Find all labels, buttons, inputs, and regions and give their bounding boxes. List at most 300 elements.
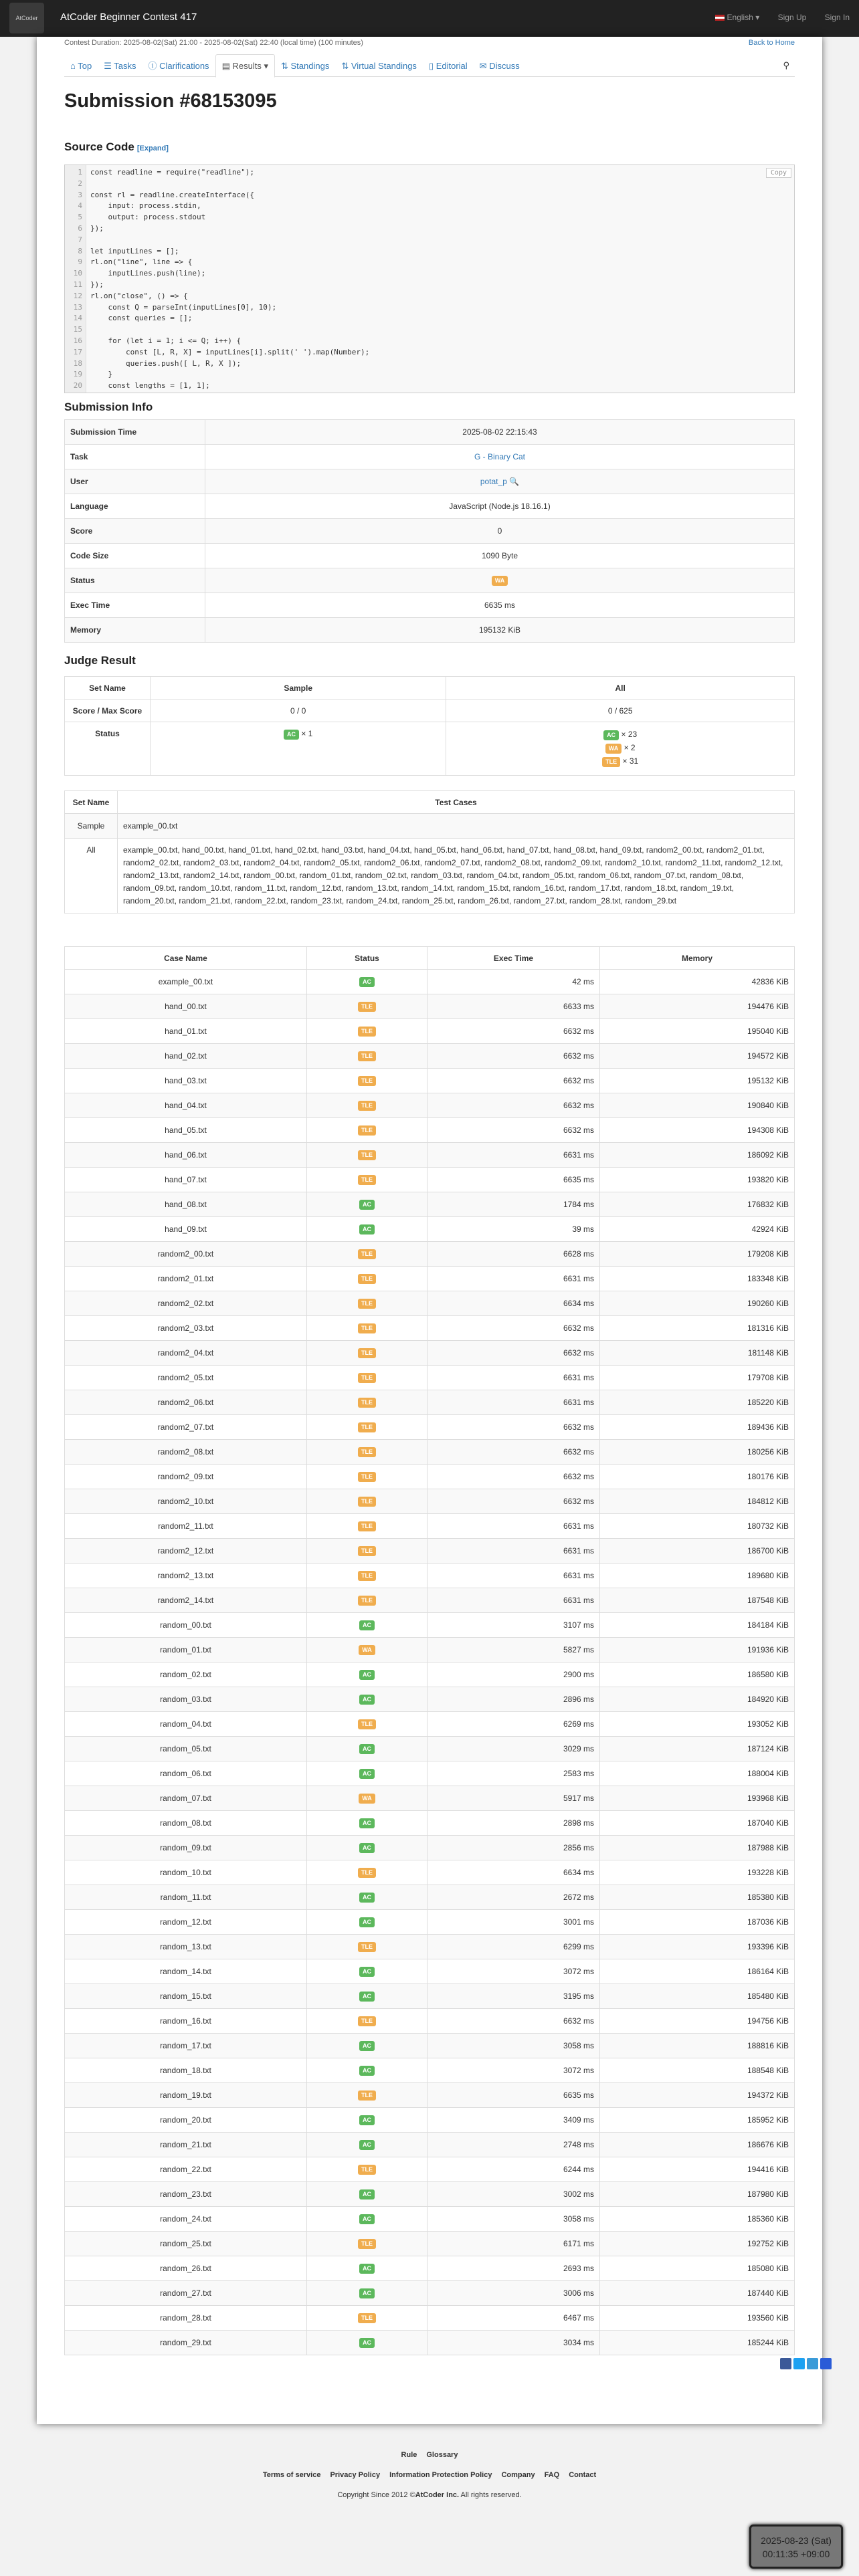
back-to-home-link[interactable]: Back to Home	[748, 39, 795, 47]
exec-time: 6632 ms	[427, 1069, 600, 1093]
info-key: Memory	[65, 618, 205, 643]
exec-time: 6632 ms	[427, 2009, 600, 2034]
case-name: random_10.txt	[65, 1860, 307, 1885]
tab-clarifications[interactable]: ⓘ Clarifications	[148, 61, 209, 71]
copy-button[interactable]: Copy	[766, 168, 791, 178]
code-line: 20 const lengths = [1, 1];	[73, 381, 210, 391]
tab-tasks[interactable]: ☰ Tasks	[104, 61, 136, 71]
status-badge: TLE	[358, 2090, 376, 2101]
case-name: hand_07.txt	[65, 1168, 307, 1192]
judge-summary-table	[64, 676, 795, 776]
info-key: Score	[65, 519, 205, 544]
exec-time: 6631 ms	[427, 1267, 600, 1291]
table-row	[65, 1959, 795, 1984]
case-name: random2_05.txt	[65, 1366, 307, 1390]
set-name-sample: Sample	[65, 814, 118, 839]
memory: 194572 KiB	[600, 1044, 795, 1069]
memory: 187988 KiB	[600, 1836, 795, 1860]
case-name: hand_04.txt	[65, 1093, 307, 1118]
memory: 186700 KiB	[600, 1539, 795, 1564]
status-badge: WA	[605, 744, 622, 754]
memory: 187548 KiB	[600, 1588, 795, 1613]
table-row	[65, 2034, 795, 2058]
memory: 193052 KiB	[600, 1712, 795, 1737]
case-name: hand_01.txt	[65, 1019, 307, 1044]
status-badge: AC	[359, 2115, 375, 2125]
status-badge: TLE	[358, 1398, 376, 1408]
exec-time: 3195 ms	[427, 1984, 600, 2009]
exec-time: 3002 ms	[427, 2182, 600, 2207]
code-line: 12 rl.on("close", () => {	[73, 291, 188, 300]
info-row	[65, 420, 795, 445]
case-name: random_02.txt	[65, 1662, 307, 1687]
table-row	[65, 1539, 795, 1564]
info-key: Status	[65, 568, 205, 593]
table-row	[65, 2232, 795, 2256]
status-badge: AC	[359, 1967, 375, 1977]
status-badge: TLE	[358, 2016, 376, 2026]
tab-discuss[interactable]: ✉ Discuss	[479, 61, 520, 71]
footer-terms-link[interactable]: Terms of service	[262, 2471, 321, 2479]
exec-time: 6467 ms	[427, 2306, 600, 2331]
status-badge: AC	[359, 1200, 375, 1210]
score-label: Score / Max Score	[65, 700, 151, 722]
tab-virtual-standings[interactable]: ⇅ Virtual Standings	[341, 61, 417, 71]
status-badge: AC	[603, 730, 619, 740]
table-row	[65, 1687, 795, 1712]
info-row	[65, 618, 795, 643]
exec-time: 3072 ms	[427, 1959, 600, 1984]
code-line: 5 output: process.stdout	[78, 213, 206, 222]
exec-time: 6632 ms	[427, 1440, 600, 1465]
list-icon: ☰	[104, 61, 112, 71]
sign-in-link[interactable]: Sign In	[824, 13, 850, 22]
tab-editorial[interactable]: ▯ Editorial	[428, 61, 468, 71]
code-line: 7	[78, 235, 82, 244]
table-row	[65, 1588, 795, 1613]
exec-time: 3001 ms	[427, 1910, 600, 1935]
case-name: random_04.txt	[65, 1712, 307, 1737]
memory: 184184 KiB	[600, 1613, 795, 1638]
memory: 189680 KiB	[600, 1564, 795, 1588]
info-value: 2025-08-02 22:15:43	[462, 427, 537, 437]
memory: 179208 KiB	[600, 1242, 795, 1267]
exec-time: 6632 ms	[427, 1465, 600, 1489]
exec-time: 3034 ms	[427, 2331, 600, 2355]
status-count: × 2	[624, 743, 636, 752]
status-badge: WA	[359, 1645, 375, 1655]
case-name: random_21.txt	[65, 2133, 307, 2157]
info-row	[65, 494, 795, 519]
footer-privacy-link[interactable]: Privacy Policy	[330, 2471, 381, 2479]
judge-result-heading: Judge Result	[64, 654, 136, 667]
info-key: Submission Time	[65, 420, 205, 445]
exec-time: 6631 ms	[427, 1539, 600, 1564]
case-name: random_16.txt	[65, 2009, 307, 2034]
case-name: random2_13.txt	[65, 1564, 307, 1588]
exec-time: 2896 ms	[427, 1687, 600, 1712]
exec-time: 3006 ms	[427, 2281, 600, 2306]
info-value: 0	[497, 526, 502, 536]
tab-standings[interactable]: ⇅ Standings	[280, 61, 330, 71]
memory: 193560 KiB	[600, 2306, 795, 2331]
footer-glossary-link[interactable]: Glossary	[426, 2451, 458, 2459]
memory: 188816 KiB	[600, 2034, 795, 2058]
exec-time: 6632 ms	[427, 1118, 600, 1143]
status-badge: TLE	[358, 1472, 376, 1482]
info-row	[65, 519, 795, 544]
case-header: Exec Time	[427, 947, 600, 970]
memory: 190260 KiB	[600, 1291, 795, 1316]
status-badge: TLE	[358, 1101, 376, 1111]
status-count: × 31	[622, 756, 639, 766]
case-name: random2_02.txt	[65, 1291, 307, 1316]
sample-header: Sample	[151, 677, 446, 700]
submission-info-heading: Submission Info	[64, 401, 153, 413]
table-row	[65, 2182, 795, 2207]
code-line: 17 const [L, R, X] = inputLines[i].split(' ').map(Number);	[73, 347, 370, 356]
case-name: random_13.txt	[65, 1935, 307, 1959]
table-row	[65, 1440, 795, 1465]
exec-time: 2672 ms	[427, 1885, 600, 1910]
code-line: 11 });	[73, 280, 104, 289]
set-name-header: Set Name	[65, 791, 118, 814]
status-badge: TLE	[358, 1323, 376, 1333]
status-badge: AC	[359, 2214, 375, 2224]
memory: 190840 KiB	[600, 1093, 795, 1118]
memory: 193228 KiB	[600, 1860, 795, 1885]
exec-time: 6634 ms	[427, 1291, 600, 1316]
table-row	[65, 1984, 795, 2009]
memory: 187440 KiB	[600, 2281, 795, 2306]
test-cases-header: Test Cases	[118, 791, 795, 814]
info-row	[65, 469, 795, 494]
table-row	[65, 2058, 795, 2083]
table-row	[65, 1514, 795, 1539]
status-badge: TLE	[358, 2313, 376, 2323]
tab-top[interactable]: ⌂ Top	[70, 61, 92, 71]
top-navbar	[0, 0, 859, 37]
table-row	[65, 1415, 795, 1440]
case-name: random2_12.txt	[65, 1539, 307, 1564]
status-badge: AC	[359, 2288, 375, 2298]
exec-time: 2856 ms	[427, 1836, 600, 1860]
memory: 184920 KiB	[600, 1687, 795, 1712]
table-row	[65, 1910, 795, 1935]
case-name: random2_06.txt	[65, 1390, 307, 1415]
question-icon: ⓘ	[148, 61, 157, 71]
exec-time: 1784 ms	[427, 1192, 600, 1217]
status-badge: WA	[359, 1794, 375, 1804]
case-header: Status	[307, 947, 427, 970]
all-cases: example_00.txt, hand_00.txt, hand_01.txt, hand_02.txt, hand_03.txt, hand_04.txt, hand_05.txt, hand_06.txt, hand_07.txt, hand_08.txt, hand_09.txt, random2_00.txt, random2_01.txt, random2_02.txt, random2_03.txt, random2_04.txt, random2_05.txt, random2_06.txt, random2_07.txt, random2_08.txt, random2_09.txt, random2_10.txt, random2_11.txt, random2_12.txt, random2_13.txt, random2_14.txt, random_00.txt, random_01.txt, random_02.txt, random_03.txt, random_04.txt, random_05.txt, random_06.txt, random_07.txt, random_08.txt, random_09.txt, random_10.txt, random_11.txt, random_12.txt, random_13.txt, random_14.txt, random_15.txt, random_16.txt, random_17.txt, random_18.txt, random_19.txt, random_20.txt, random_21.txt, random_22.txt, random_23.txt, random_24.txt, random_25.txt, random_26.txt, random_27.txt, random_28.txt, random_29.txt	[118, 839, 795, 914]
memory: 194372 KiB	[600, 2083, 795, 2108]
case-name: random_08.txt	[65, 1811, 307, 1836]
table-row	[65, 1291, 795, 1316]
table-row	[65, 1168, 795, 1192]
footer-faq-link[interactable]: FAQ	[544, 2471, 560, 2479]
table-row	[65, 2256, 795, 2281]
memory: 180256 KiB	[600, 1440, 795, 1465]
sample-status: AC × 1	[151, 722, 446, 776]
source-code-block[interactable]	[64, 165, 795, 393]
exec-time: 6632 ms	[427, 1019, 600, 1044]
table-row	[65, 2207, 795, 2232]
exec-time: 6299 ms	[427, 1935, 600, 1959]
code-line: 1 const readline = require("readline");	[78, 168, 255, 177]
all-score: 0 / 625	[446, 700, 795, 722]
status-badge: TLE	[602, 757, 620, 767]
table-row	[65, 2157, 795, 2182]
case-name: random2_11.txt	[65, 1514, 307, 1539]
book-icon: ▯	[428, 61, 434, 71]
table-row	[65, 1662, 795, 1687]
memory: 192752 KiB	[600, 2232, 795, 2256]
status-badge: AC	[359, 1620, 375, 1630]
memory: 193968 KiB	[600, 1786, 795, 1811]
exec-time: 6269 ms	[427, 1712, 600, 1737]
status-count: × 23	[621, 730, 638, 739]
status-badge: AC	[359, 977, 375, 987]
status-badge: TLE	[358, 1447, 376, 1457]
case-name: hand_02.txt	[65, 1044, 307, 1069]
table-row	[65, 1316, 795, 1341]
exec-time: 6632 ms	[427, 1415, 600, 1440]
exec-time: 2898 ms	[427, 1811, 600, 1836]
table-row	[65, 1093, 795, 1118]
table-row	[65, 1390, 795, 1415]
status-badge: AC	[359, 1917, 375, 1927]
atcoder-logo[interactable]: AtCoder	[9, 3, 44, 33]
status-badge: AC	[359, 1224, 375, 1235]
memory: 186676 KiB	[600, 2133, 795, 2157]
exec-time: 5827 ms	[427, 1638, 600, 1662]
table-row	[65, 1044, 795, 1069]
comment-icon: ✉	[479, 61, 487, 71]
exec-time: 6633 ms	[427, 994, 600, 1019]
status-badge: TLE	[358, 2165, 376, 2175]
memory: 193820 KiB	[600, 1168, 795, 1192]
status-badge: TLE	[358, 1076, 376, 1086]
status-badge: AC	[359, 1744, 375, 1754]
case-name: random2_03.txt	[65, 1316, 307, 1341]
table-row	[65, 1069, 795, 1093]
fixed-clock: 2025-08-23 (Sat) 00:11:35 +09:00	[749, 2525, 843, 2569]
case-name: hand_05.txt	[65, 1118, 307, 1143]
info-value: 6635 ms	[484, 601, 516, 610]
case-name: random_00.txt	[65, 1613, 307, 1638]
memory: 186580 KiB	[600, 1662, 795, 1687]
table-row	[65, 1192, 795, 1217]
case-name: example_00.txt	[65, 970, 307, 994]
status-badge: TLE	[358, 1521, 376, 1531]
case-name: random_05.txt	[65, 1737, 307, 1761]
expand-link[interactable]: [Expand]	[136, 144, 169, 152]
table-row	[65, 1019, 795, 1044]
facebook-icon[interactable]	[780, 2358, 791, 2369]
footer-company-link[interactable]: Company	[501, 2471, 535, 2479]
status-badge: AC	[359, 2041, 375, 2051]
status-badge: AC	[359, 1843, 375, 1853]
code-line: 2	[78, 179, 82, 188]
share-plus-icon[interactable]	[820, 2358, 832, 2369]
memory: 195132 KiB	[600, 1069, 795, 1093]
memory: 185080 KiB	[600, 2256, 795, 2281]
main-container	[37, 37, 822, 2424]
table-row	[65, 1143, 795, 1168]
case-name: random_11.txt	[65, 1885, 307, 1910]
table-row	[65, 994, 795, 1019]
exec-time: 6635 ms	[427, 2083, 600, 2108]
exec-time: 2900 ms	[427, 1662, 600, 1687]
test-case-results-table	[64, 946, 795, 2355]
table-row	[65, 1242, 795, 1267]
table-row	[65, 2306, 795, 2331]
footer-ipp-link[interactable]: Information Protection Policy	[389, 2471, 492, 2479]
page-title: Submission #68153095	[64, 90, 277, 112]
tab-results[interactable]: ▤ Results ▾	[215, 54, 275, 78]
code-line: 13 const Q = parseInt(inputLines[0], 10);	[73, 302, 277, 312]
table-row	[65, 1118, 795, 1143]
flag-icon	[715, 15, 725, 21]
status-badge: TLE	[358, 1596, 376, 1606]
case-name: random_26.txt	[65, 2256, 307, 2281]
exec-time: 6628 ms	[427, 1242, 600, 1267]
info-link[interactable]: G - Binary Cat	[474, 452, 526, 461]
info-link[interactable]: potat_p	[480, 477, 507, 486]
status-badge: AC	[359, 1670, 375, 1680]
case-name: hand_09.txt	[65, 1217, 307, 1242]
contest-name-link[interactable]: AtCoder Beginner Contest 417	[60, 11, 197, 23]
table-row	[65, 970, 795, 994]
case-name: random_28.txt	[65, 2306, 307, 2331]
memory: 42836 KiB	[600, 970, 795, 994]
sample-score: 0 / 0	[151, 700, 446, 722]
case-name: random_23.txt	[65, 2182, 307, 2207]
pin-icon[interactable]: ⚲	[783, 60, 789, 70]
table-row	[65, 2331, 795, 2355]
case-name: random_20.txt	[65, 2108, 307, 2133]
status-badge: TLE	[358, 1027, 376, 1037]
status-badge: AC	[359, 1893, 375, 1903]
exec-time: 3058 ms	[427, 2034, 600, 2058]
status-badge: TLE	[358, 1348, 376, 1358]
status-badge: TLE	[358, 1497, 376, 1507]
standings-icon: ⇅	[280, 61, 288, 71]
exec-time: 6631 ms	[427, 1143, 600, 1168]
status-badge: TLE	[358, 1051, 376, 1061]
footer-rule-link[interactable]: Rule	[401, 2451, 417, 2459]
table-row	[65, 1811, 795, 1836]
sign-up-link[interactable]: Sign Up	[777, 13, 807, 22]
exec-time: 6171 ms	[427, 2232, 600, 2256]
case-name: random_27.txt	[65, 2281, 307, 2306]
memory: 194756 KiB	[600, 2009, 795, 2034]
memory: 185952 KiB	[600, 2108, 795, 2133]
memory: 179708 KiB	[600, 1366, 795, 1390]
status-badge: AC	[359, 2066, 375, 2076]
info-key: Exec Time	[65, 593, 205, 618]
code-line: 4 input: process.stdin,	[78, 201, 201, 211]
exec-time: 6632 ms	[427, 1093, 600, 1118]
status-badge: TLE	[358, 1546, 376, 1556]
hatena-icon[interactable]	[807, 2358, 818, 2369]
exec-time: 6634 ms	[427, 1860, 600, 1885]
top-right-menu	[699, 13, 850, 22]
case-name: hand_03.txt	[65, 1069, 307, 1093]
exec-time: 39 ms	[427, 1217, 600, 1242]
memory: 195040 KiB	[600, 1019, 795, 1044]
table-row	[65, 2281, 795, 2306]
case-name: hand_00.txt	[65, 994, 307, 1019]
table-row	[65, 1786, 795, 1811]
case-name: random_24.txt	[65, 2207, 307, 2232]
exec-time: 2748 ms	[427, 2133, 600, 2157]
status-badge: TLE	[358, 1299, 376, 1309]
footer	[0, 2451, 859, 2499]
memory: 185480 KiB	[600, 1984, 795, 2009]
exec-time: 5917 ms	[427, 1786, 600, 1811]
exec-time: 6244 ms	[427, 2157, 600, 2182]
memory: 188548 KiB	[600, 2058, 795, 2083]
footer-contact-link[interactable]: Contact	[569, 2471, 597, 2479]
contest-nav-tabs	[64, 54, 795, 77]
submission-info-table	[64, 419, 795, 643]
exec-time: 6632 ms	[427, 1044, 600, 1069]
set-name-all: All	[65, 839, 118, 914]
status-badge: TLE	[358, 1719, 376, 1729]
exec-time: 6632 ms	[427, 1316, 600, 1341]
language-dropdown[interactable]: English ▾	[715, 13, 760, 22]
exec-time: 3029 ms	[427, 1737, 600, 1761]
info-key: Code Size	[65, 544, 205, 568]
twitter-icon[interactable]	[793, 2358, 805, 2369]
case-name: random_14.txt	[65, 1959, 307, 1984]
case-name: random_03.txt	[65, 1687, 307, 1712]
code-line: 19 }	[73, 370, 113, 379]
table-row	[65, 1712, 795, 1737]
memory: 193396 KiB	[600, 1935, 795, 1959]
status-badge: TLE	[358, 1002, 376, 1012]
status-badge: TLE	[358, 1571, 376, 1581]
memory: 188004 KiB	[600, 1761, 795, 1786]
exec-time: 3072 ms	[427, 2058, 600, 2083]
case-name: random_19.txt	[65, 2083, 307, 2108]
case-name: random_22.txt	[65, 2157, 307, 2182]
case-name: random2_08.txt	[65, 1440, 307, 1465]
test-sets-table	[64, 790, 795, 914]
status-badge: TLE	[358, 1942, 376, 1952]
status-badge: TLE	[358, 1274, 376, 1284]
info-value: 195132 KiB	[478, 625, 521, 635]
table-row	[65, 1564, 795, 1588]
code-line: 18 queries.push([ L, R, X ]);	[73, 358, 242, 368]
memory: 187036 KiB	[600, 1910, 795, 1935]
case-name: random2_01.txt	[65, 1267, 307, 1291]
search-icon[interactable]: 🔍	[509, 477, 520, 486]
status-badge: AC	[359, 2338, 375, 2348]
memory: 186092 KiB	[600, 1143, 795, 1168]
exec-time: 6631 ms	[427, 1514, 600, 1539]
case-name: random_17.txt	[65, 2034, 307, 2058]
table-row	[65, 1341, 795, 1366]
case-name: random_09.txt	[65, 1836, 307, 1860]
memory: 187980 KiB	[600, 2182, 795, 2207]
exec-time: 6631 ms	[427, 1564, 600, 1588]
memory: 183348 KiB	[600, 1267, 795, 1291]
memory: 185220 KiB	[600, 1390, 795, 1415]
table-row	[65, 1465, 795, 1489]
